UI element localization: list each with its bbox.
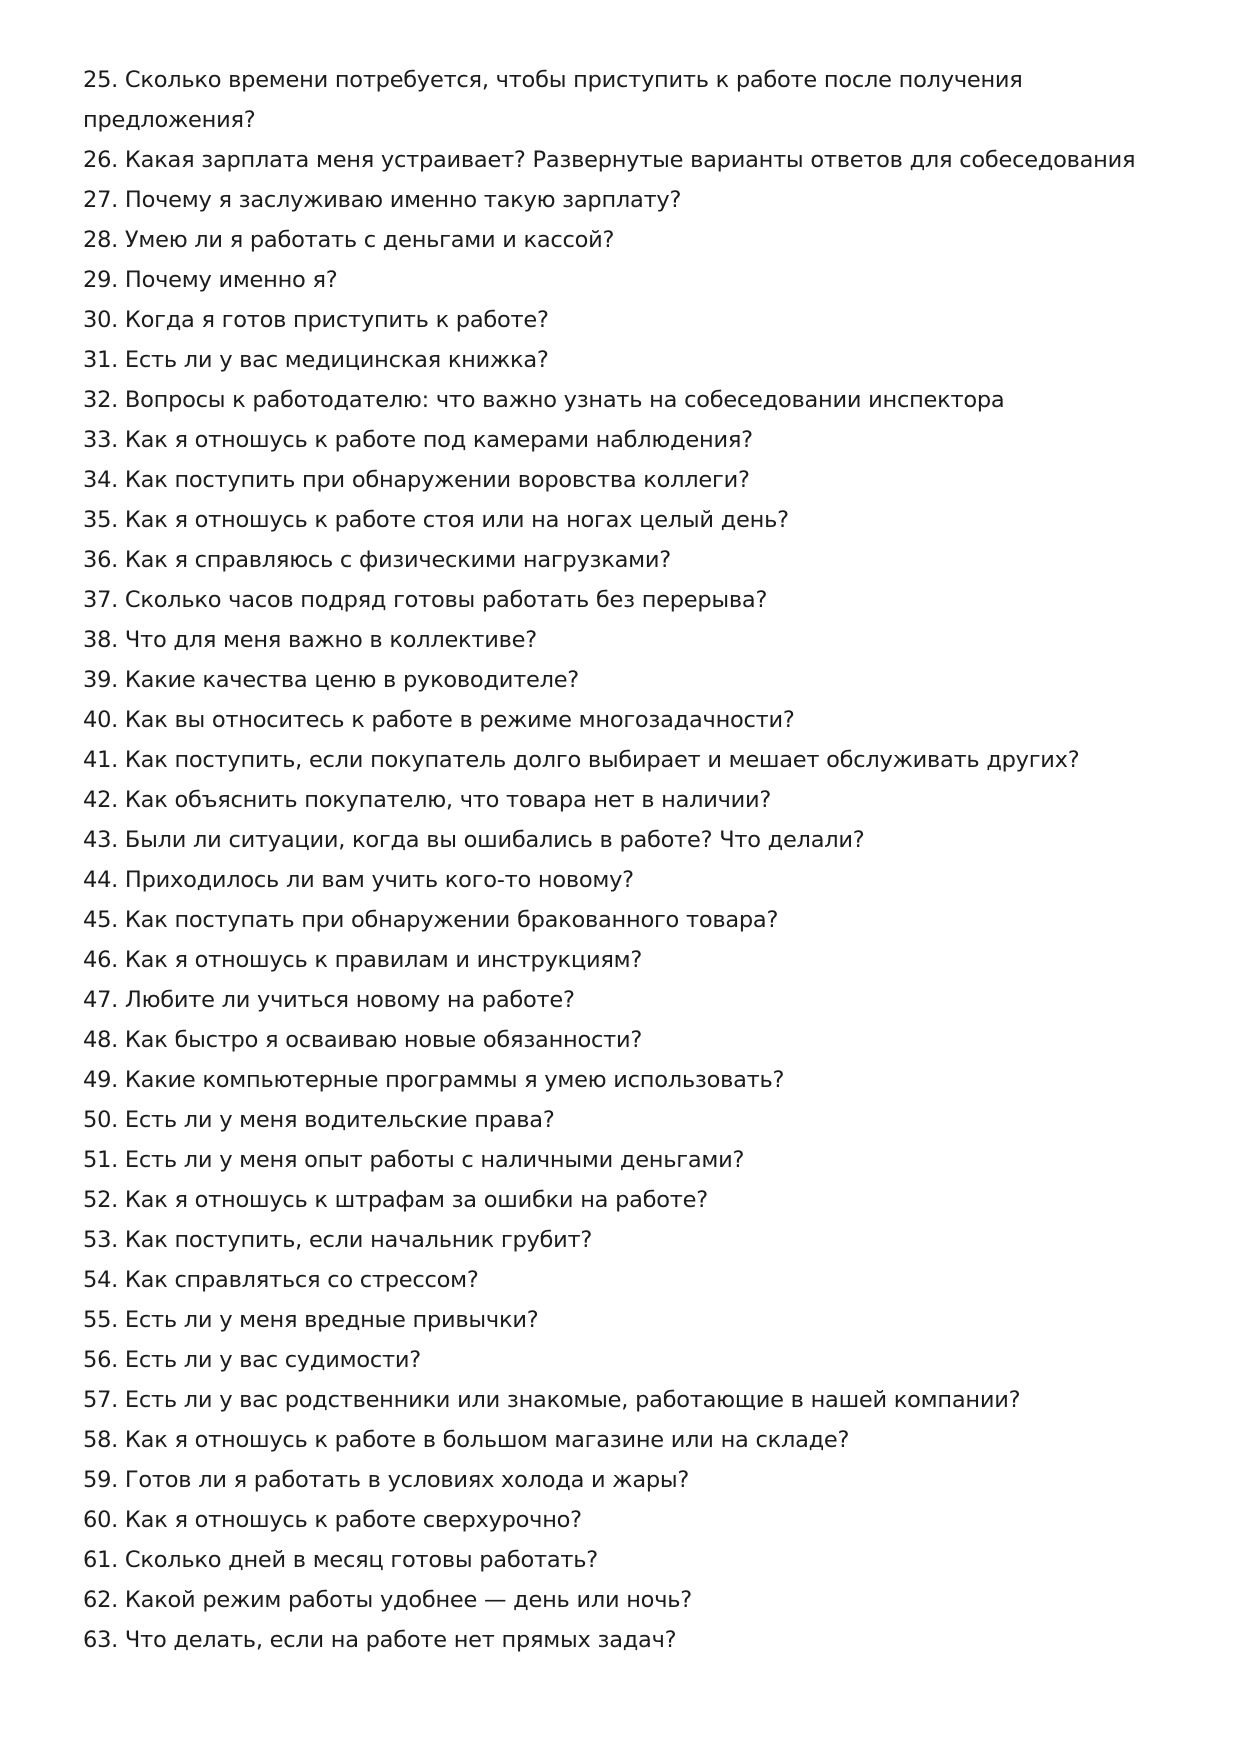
list-item: 30. Когда я готов приступить к работе? bbox=[83, 307, 549, 333]
list-item: 51. Есть ли у меня опыт работы с наличными деньгами? bbox=[83, 1147, 745, 1173]
list-item: 56. Есть ли у вас судимости? bbox=[83, 1347, 421, 1373]
list-item: 40. Как вы относитесь к работе в режиме многозадачности? bbox=[83, 707, 795, 733]
list-item: 58. Как я отношусь к работе в большом магазине или на складе? bbox=[83, 1427, 850, 1453]
list-item: 36. Как я справляюсь с физическими нагрузками? bbox=[83, 547, 671, 573]
list-item: 28. Умею ли я работать с деньгами и кассой? bbox=[83, 227, 615, 253]
list-item: 43. Были ли ситуации, когда вы ошибались в работе? Что делали? bbox=[83, 827, 865, 853]
list-item: 60. Как я отношусь к работе сверхурочно? bbox=[83, 1507, 582, 1533]
list-item: 37. Сколько часов подряд готовы работать без перерыва? bbox=[83, 587, 768, 613]
list-item: 44. Приходилось ли вам учить кого-то новому? bbox=[83, 867, 634, 893]
list-item: 27. Почему я заслуживаю именно такую зарплату? bbox=[83, 187, 682, 213]
list-item: 32. Вопросы к работодателю: что важно узнать на собеседовании инспектора bbox=[83, 387, 1005, 413]
list-item: 49. Какие компьютерные программы я умею использовать? bbox=[83, 1067, 785, 1093]
list-item: 33. Как я отношусь к работе под камерами наблюдения? bbox=[83, 427, 753, 453]
list-item: 62. Какой режим работы удобнее — день или ночь? bbox=[83, 1587, 692, 1613]
list-item: 54. Как справляться со стрессом? bbox=[83, 1267, 479, 1293]
question-list bbox=[83, 60, 1179, 1660]
list-item: 31. Есть ли у вас медицинская книжка? bbox=[83, 347, 549, 373]
list-item: 34. Как поступить при обнаружении воровства коллеги? bbox=[83, 467, 750, 493]
list-item: 53. Как поступить, если начальник грубит? bbox=[83, 1227, 593, 1253]
list-item: 39. Какие качества ценю в руководителе? bbox=[83, 667, 579, 693]
list-item: 46. Как я отношусь к правилам и инструкциям? bbox=[83, 947, 643, 973]
list-item: 26. Какая зарплата меня устраивает? Развернутые варианты ответов для собеседования bbox=[83, 147, 1136, 173]
list-item: 45. Как поступать при обнаружении бракованного товара? bbox=[83, 907, 779, 933]
list-item: 61. Сколько дней в месяц готовы работать? bbox=[83, 1547, 598, 1573]
list-item: 47. Любите ли учиться новому на работе? bbox=[83, 987, 575, 1013]
list-item: 50. Есть ли у меня водительские права? bbox=[83, 1107, 555, 1133]
list-item: 29. Почему именно я? bbox=[83, 267, 338, 293]
list-item: 38. Что для меня важно в коллективе? bbox=[83, 627, 537, 653]
list-item: 52. Как я отношусь к штрафам за ошибки на работе? bbox=[83, 1187, 708, 1213]
list-item: 41. Как поступить, если покупатель долго выбирает и мешает обслуживать других? bbox=[83, 747, 1080, 773]
list-item: 25. Сколько времени потребуется, чтобы приступить к работе после получения предложения? bbox=[83, 67, 1023, 133]
list-item: 63. Что делать, если на работе нет прямых задач? bbox=[83, 1627, 677, 1653]
list-item: 42. Как объяснить покупателю, что товара нет в наличии? bbox=[83, 787, 772, 813]
list-item: 48. Как быстро я осваиваю новые обязанности? bbox=[83, 1027, 643, 1053]
list-item: 57. Есть ли у вас родственники или знакомые, работающие в нашей компании? bbox=[83, 1387, 1021, 1413]
list-item: 55. Есть ли у меня вредные привычки? bbox=[83, 1307, 539, 1333]
list-item: 35. Как я отношусь к работе стоя или на ногах целый день? bbox=[83, 507, 789, 533]
list-item: 59. Готов ли я работать в условиях холода и жары? bbox=[83, 1467, 690, 1493]
